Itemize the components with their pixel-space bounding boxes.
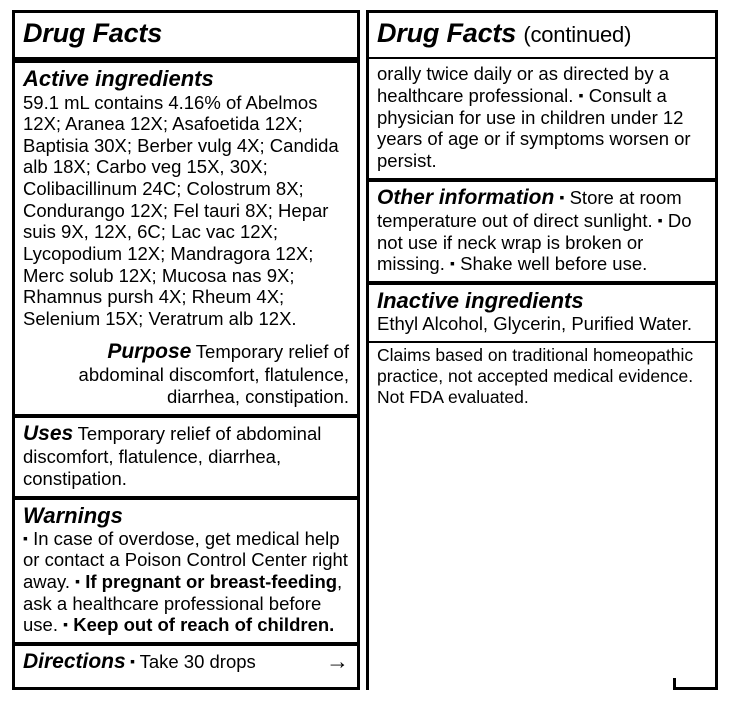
claims-text: Claims based on traditional homeopathic practice, not accepted medical evidence. Not FDA evaluated. <box>377 344 694 407</box>
purpose-section <box>15 336 357 418</box>
right-title-section <box>369 13 715 59</box>
left-title-section <box>15 13 357 63</box>
uses-heading: Uses <box>23 421 74 445</box>
page-title-text: Drug Facts <box>377 18 517 48</box>
other-info-bullet-3: Shake well before use. <box>460 253 648 275</box>
drug-facts-left-panel <box>12 10 360 690</box>
panel-corner-mark <box>673 678 715 690</box>
drug-facts-right-panel <box>366 10 718 690</box>
directions-cont-text-1: orally twice daily or as directed by a healthcare professional. <box>377 63 670 106</box>
purpose-heading: Purpose <box>107 339 192 363</box>
directions-text: Take 30 drops <box>139 650 256 672</box>
directions-continued-section <box>369 59 715 181</box>
warnings-bullet-2-bold: If pregnant or breast-feeding <box>85 571 338 593</box>
other-info-bullet-2: Do not use if neck wrap is broken or missing. <box>377 210 692 275</box>
bullet-square-icon: ▪ <box>450 255 455 272</box>
uses-text: Temporary relief of abdominal discomfort, flatulence, diarrhea, constipation. <box>23 422 322 489</box>
inactive-ingredients-section <box>369 285 715 343</box>
page-title: Drug Facts <box>23 18 163 48</box>
bullet-square-icon: ▪ <box>559 188 565 205</box>
active-ingredients-section <box>15 63 357 335</box>
warnings-body <box>23 528 349 636</box>
other-information-section <box>369 182 715 285</box>
bullet-square-icon: ▪ <box>23 529 28 546</box>
inactive-ingredients-text: Ethyl Alcohol, Glycerin, Purified Water. <box>377 313 692 335</box>
page-title-continued <box>377 19 707 47</box>
bullet-square-icon: ▪ <box>578 86 584 103</box>
bullet-square-icon: ▪ <box>75 573 81 590</box>
continue-arrow-icon: → <box>326 648 349 675</box>
bullet-square-icon: ▪ <box>63 616 69 633</box>
warnings-section <box>15 500 357 646</box>
page-title-continued-label: (continued) <box>523 22 632 47</box>
directions-heading: Directions <box>23 649 126 673</box>
bullet-square-icon: ▪ <box>130 652 136 669</box>
claims-section <box>369 343 715 414</box>
uses-section <box>15 418 357 500</box>
directions-cont-text-2: Consult a physician for use in children under 12 years of age or if symptoms worsen or persist. <box>377 84 691 171</box>
warnings-bullet-2-rest: , ask a healthcare professional before use. <box>23 571 343 636</box>
other-information-heading: Other information <box>377 185 555 209</box>
bullet-square-icon: ▪ <box>657 212 663 229</box>
warnings-bullet-3: Keep out of reach of children. <box>73 614 335 636</box>
purpose-text: Temporary relief of abdominal discomfort, flatulence, diarrhea, constipation. <box>78 340 349 407</box>
active-ingredients-heading: Active ingredients <box>23 66 214 92</box>
warnings-heading: Warnings <box>23 502 123 528</box>
warnings-bullet-1: In case of overdose, get medical help or contact a Poison Control Center right away. <box>23 527 348 593</box>
active-ingredients-text: 59.1 mL contains 4.16% of Abelmos 12X; Aranea 12X; Asafoetida 12X; Baptisia 30X; Berber vulg 4X; Candida alb 18X; Carbo veg 15X, 30X; Colibacillinum 24C; Colostrum 8X; Condurango 12X; Fel tauri 8X; Hepar suis 9X, 12X, 6C; Lac vac 12X; Lycopodium 12X; Mandragora 12X; Merc solub 12X; Mucosa nas 9X; Rhamnus pursh 4X; Rheum 4X; Selenium 15X; Veratrum alb 12X. <box>23 91 339 329</box>
inactive-ingredients-heading: Inactive ingredients <box>377 288 584 314</box>
other-info-bullet-1: Store at room temperature out of direct sunlight. <box>377 186 682 232</box>
directions-section <box>15 646 357 680</box>
